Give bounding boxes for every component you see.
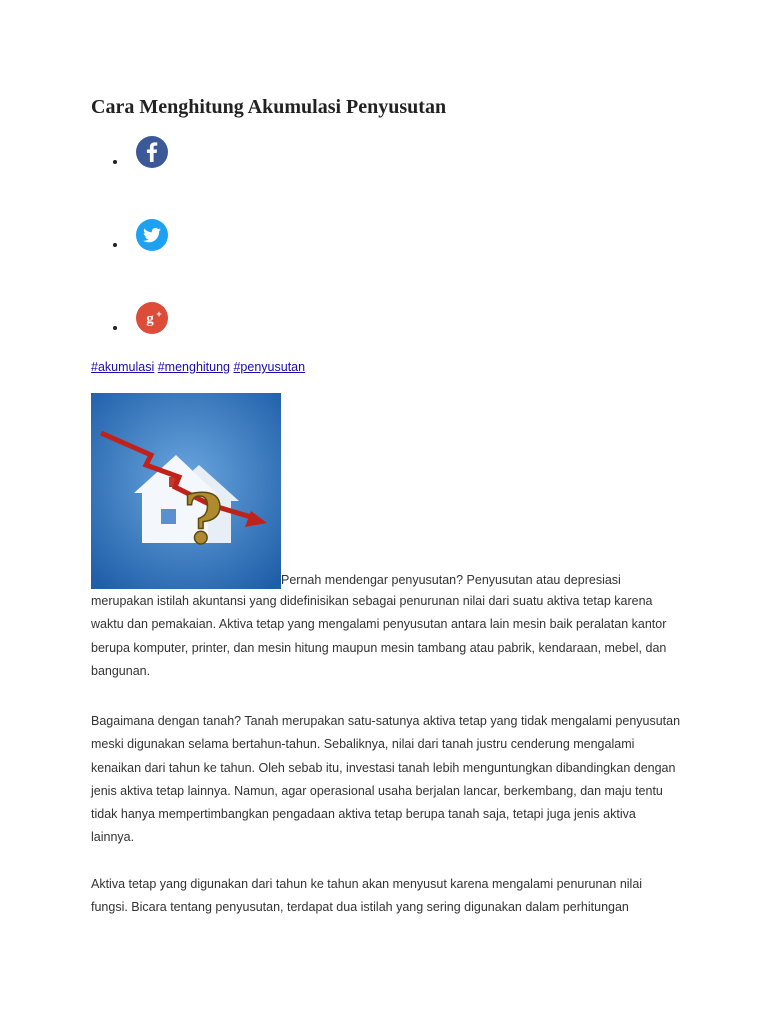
- svg-text:g: g: [146, 311, 154, 327]
- svg-text:+: +: [156, 309, 162, 319]
- paragraph-1-first-line: Pernah mendengar penyusutan? Penyusutan atau depresiasi: [281, 573, 621, 587]
- tag-link[interactable]: #penyusutan: [233, 360, 306, 374]
- house-question-depreciation-image: [91, 393, 281, 589]
- share-item-twitter[interactable]: [91, 219, 181, 259]
- tag-link[interactable]: #akumulasi: [91, 360, 155, 374]
- paragraph-2: Bagaimana dengan tanah? Tanah merupakan satu-satunya aktiva tetap yang tidak mengalami penyusutan meski digunakan selama bertahun-tahun. Sebaliknya, nilai dari tanah justru cenderung mengalami kenaikan dari tahun ke tahun. Oleh sebab itu, investasi tanah lebih menguntungkan dibandingkan dengan jenis aktiva tetap lainnya. Namun, agar operasional usaha berjalan lancar, berkembang, dan maju tentu tidak hanya mempertimbangkan pengadaan aktiva tetap berupa tanah saja, tetapi juga jenis aktiva lainnya.: [91, 714, 681, 845]
- svg-text:?: ?: [183, 480, 223, 560]
- list-bullet: [113, 160, 117, 164]
- paragraph-3: Aktiva tetap yang digunakan dari tahun ke tahun akan menyusut karena mengalami penurunan nilai fungsi. Bicara tentang penyusutan, terdapat dua istilah yang sering digunakan dalam perhitungan: [91, 877, 643, 915]
- share-item-facebook[interactable]: [91, 136, 181, 176]
- paragraph-1: merupakan istilah akuntansi yang didefinisikan sebagai penurunan nilai dari suatu aktiva tetap karena waktu dan pemakaian. Aktiva tetap yang mengalami penyusutan antara lain mesin baik peralatan kantor berupa komputer, printer, dan mesin hitung maupun mesin tambang atau pabrik, kendaraan, mebel, dan bangunan.: [91, 594, 667, 678]
- list-bullet: [113, 326, 117, 330]
- facebook-icon[interactable]: [136, 136, 168, 168]
- twitter-icon[interactable]: [136, 219, 168, 251]
- tag-link[interactable]: #menghitung: [157, 360, 230, 374]
- page-title: Cara Menghitung Akumulasi Penyusutan: [91, 96, 447, 118]
- google-plus-icon[interactable]: [136, 302, 168, 334]
- list-bullet: [113, 243, 117, 247]
- share-item-google-plus[interactable]: [91, 302, 181, 342]
- hashtag-list: [91, 360, 305, 374]
